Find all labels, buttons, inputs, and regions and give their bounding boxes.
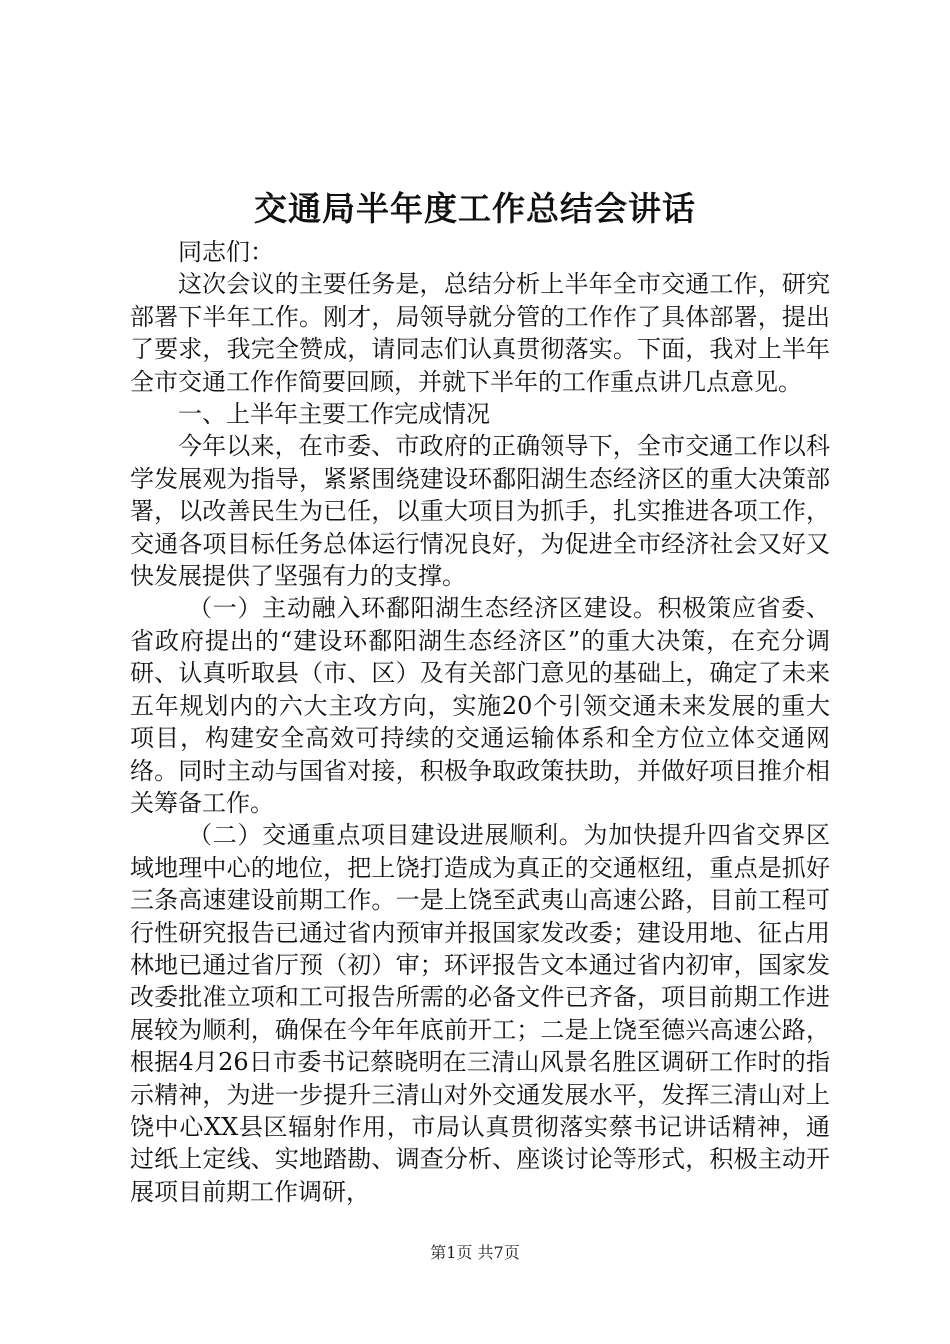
section-heading: 一、上半年主要工作完成情况 [178,400,490,429]
page-footer: 第1页 共7页 [430,1243,520,1262]
document-body [130,236,830,1208]
item-one-paragraph: （一）主动融入环鄱阳湖生态经济区建设。积极策应省委、省政府提出的“建设环鄱阳湖生态经济区”的重大决策，在充分调研、认真听取县（市、区）及有关部门意见的基础上，确定了未来五年规划内的六大主攻方向，实施20个引领交通未来发展的重大项目，构建安全高效可持续的交通运输体系和全方位立体交通网络。同时主动与国省对接，积极争取政策扶助，并做好项目推介相关筹备工作。 [130,594,830,817]
salutation-paragraph: 同志们： [178,238,274,266]
item-two-paragraph: （二）交通重点项目建设进展顺利。为加快提升四省交界区域地理中心的地位，把上饶打造成为真正的交通枢纽，重点是抓好三条高速建设前期工作。一是上饶至武夷山高速公路，目前工程可行性研究报告已通过省内预审并报国家发改委；建设用地、征占用林地已通过省厅预（初）审；环评报告文本通过省内初审，国家发改委批准立项和工可报告所需的必备文件已齐备，项目前期工作进展较为顺利，确保在今年年底前开工；二是上饶至德兴高速公路，根据4月26日市委书记蔡晓明在三清山风景名胜区调研工作时的指示精神，为进一步提升三清山对外交通发展水平，发挥三清山对上饶中心XX县区辐射作用，市局认真贯彻落实蔡书记讲话精神，通过纸上定线、实地踏勘、调查分析、座谈讨论等形式，积极主动开展项目前期工作调研， [130,821,830,1206]
document-title: 交通局半年度工作总结会讲话 [254,189,696,228]
intro-paragraph: 这次会议的主要任务是，总结分析上半年全市交通工作，研究部署下半年工作。刚才，局领导就分管的工作作了具体部署，提出了要求，我完全赞成，请同志们认真贯彻落实。下面，我对上半年全市交通工作作简要回顾，并就下半年的工作重点讲几点意见。 [130,270,830,396]
overview-paragraph: 今年以来，在市委、市政府的正确领导下，全市交通工作以科学发展观为指导，紧紧围绕建设环鄱阳湖生态经济区的重大决策部署，以改善民生为已任，以重大项目为抓手，扎实推进各项工作，交通各项目标任务总体运行情况良好，为促进全市经济社会又好又快发展提供了坚强有力的支撑。 [130,432,830,591]
